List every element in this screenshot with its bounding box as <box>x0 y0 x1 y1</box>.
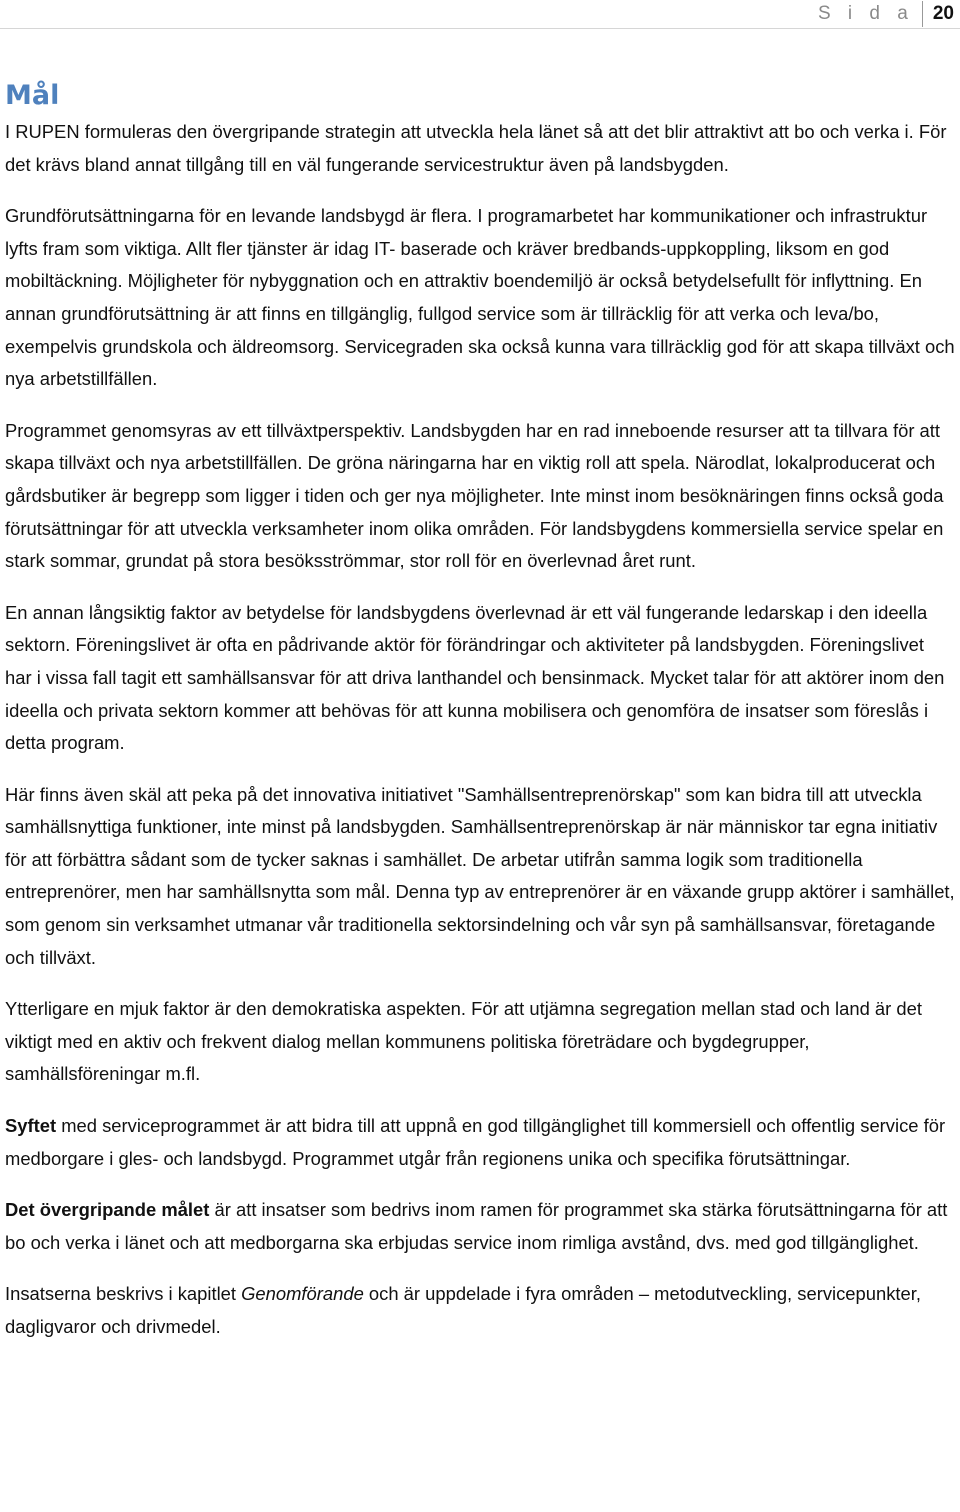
paragraph-9-start: Insatserna beskrivs i kapitlet <box>5 1283 242 1305</box>
page-number: 20 <box>932 3 954 24</box>
header-divider <box>0 28 960 29</box>
overgripande-malet-term: Det övergripande målet <box>5 1199 210 1221</box>
paragraph-9-text: och är uppdelade i fyra områden – metodutveckling, servicepunkter, dagligvaror och drivmedel. <box>5 1283 921 1337</box>
paragraph-8-text: är att insatser som bedrivs inom ramen för programmet ska stärka förutsättningarna för att bo och verka i länet och att medborgarna ska erbjudas service inom rimliga avstånd, dvs. med god tillgänglighet. <box>5 1199 948 1253</box>
paragraph-8 <box>5 1194 955 1259</box>
paragraph-9 <box>5 1278 955 1343</box>
paragraph-7-text: med serviceprogrammet är att bidra till att uppnå en god tillgänglighet till kommersiell och offentlig service för medborgare i gles- och landsbygd. Programmet utgår från regionens unika och specifika förutsättningar. <box>5 1115 946 1169</box>
chapter-reference: Genomförande <box>241 1283 364 1305</box>
paragraph-1: I RUPEN formuleras den övergripande strategin att utveckla hela länet så att det blir attraktivt att bo och verka i. För det krävs bland annat tillgång till en väl fungerande servicestruktur även på landsbygden. <box>5 121 947 175</box>
paragraph-2: Grundförutsättningarna för en levande landsbygd är flera. I programarbetet har kommunikationer och infrastruktur lyfts fram som viktiga. Allt fler tjänster är idag IT- baserade och kräver bredbands-uppkoppling, liksom en god mobiltäckning. Möjligheter för nybyggnation och en attraktiv boendemiljö är också betydelsefullt för inflyttning. En annan grundförutsättning är att finns en tillgänglig, fullgod service som är tillräcklig för att verka och leva/bo, exempelvis grundskola och äldreomsorg. Servicegraden ska också kunna vara tillräcklig god för att skapa tillväxt och nya arbetstillfällen. <box>5 205 955 390</box>
document-body <box>5 76 955 1344</box>
paragraph-7 <box>5 1110 955 1175</box>
page-header <box>818 0 954 28</box>
page-label: S i d a <box>817 3 914 24</box>
header-separator <box>922 1 923 27</box>
syftet-term: Syftet <box>5 1115 57 1137</box>
section-heading: Mål <box>5 80 60 111</box>
paragraph-3: Programmet genomsyras av ett tillväxtperspektiv. Landsbygden har en rad inneboende resurser att ta tillvara för att skapa tillväxt och nya arbetstillfällen. De gröna näringarna har en viktig roll att spela. Närodlat, lokalproducerat och gårdsbutiker är begrepp som ligger i tiden och ger nya möjligheter. Inte minst inom besöknäringen finns också goda förutsättningar för att utveckla verksamheter inom olika områden. För landsbygdens kommersiella service spelar en stark sommar, grundat på stora besöksströmmar, stor roll för en överlevnad året runt. <box>5 419 944 572</box>
paragraph-4: En annan långsiktig faktor av betydelse för landsbygdens överlevnad är ett väl fungerande ledarskap i den ideella sektorn. Föreningslivet är ofta en pådrivande aktör för förändringar och aktiviteter på landsbygden. Föreningslivet har i vissa fall tagit ett samhällsansvar för att driva lanthandel och bensinmack. Mycket talar för att aktörer inom den ideella och privata sektorn kommer att behövas för att kunna mobilisera och genomföra de insatser som föreslås i detta program. <box>5 601 945 754</box>
paragraph-5: Här finns även skäl att peka på det innovativa initiativet "Samhällsentreprenörskap" som kan bidra till att utveckla samhällsnyttiga funktioner, inte minst på landsbygden. Samhällsentreprenörskap är när människor tar egna initiativ för att förbättra sådant som de tycker saknas i samhället. De arbetar utifrån samma logik som traditionella entreprenörer, men har samhällsnytta som mål. Denna typ av entreprenörer är en växande grupp aktörer i samhället, som genom sin verksamhet utmanar vår traditionella sektorsindelning och vår syn på samhällsansvar, företagande och tillväxt. <box>5 783 955 968</box>
paragraph-6: Ytterligare en mjuk faktor är den demokratiska aspekten. För att utjämna segregation mellan stad och land är det viktigt med en aktiv och frekvent dialog mellan kommunens politiska företrädare och bygdegrupper, samhällsföreningar m.fl. <box>5 998 922 1085</box>
